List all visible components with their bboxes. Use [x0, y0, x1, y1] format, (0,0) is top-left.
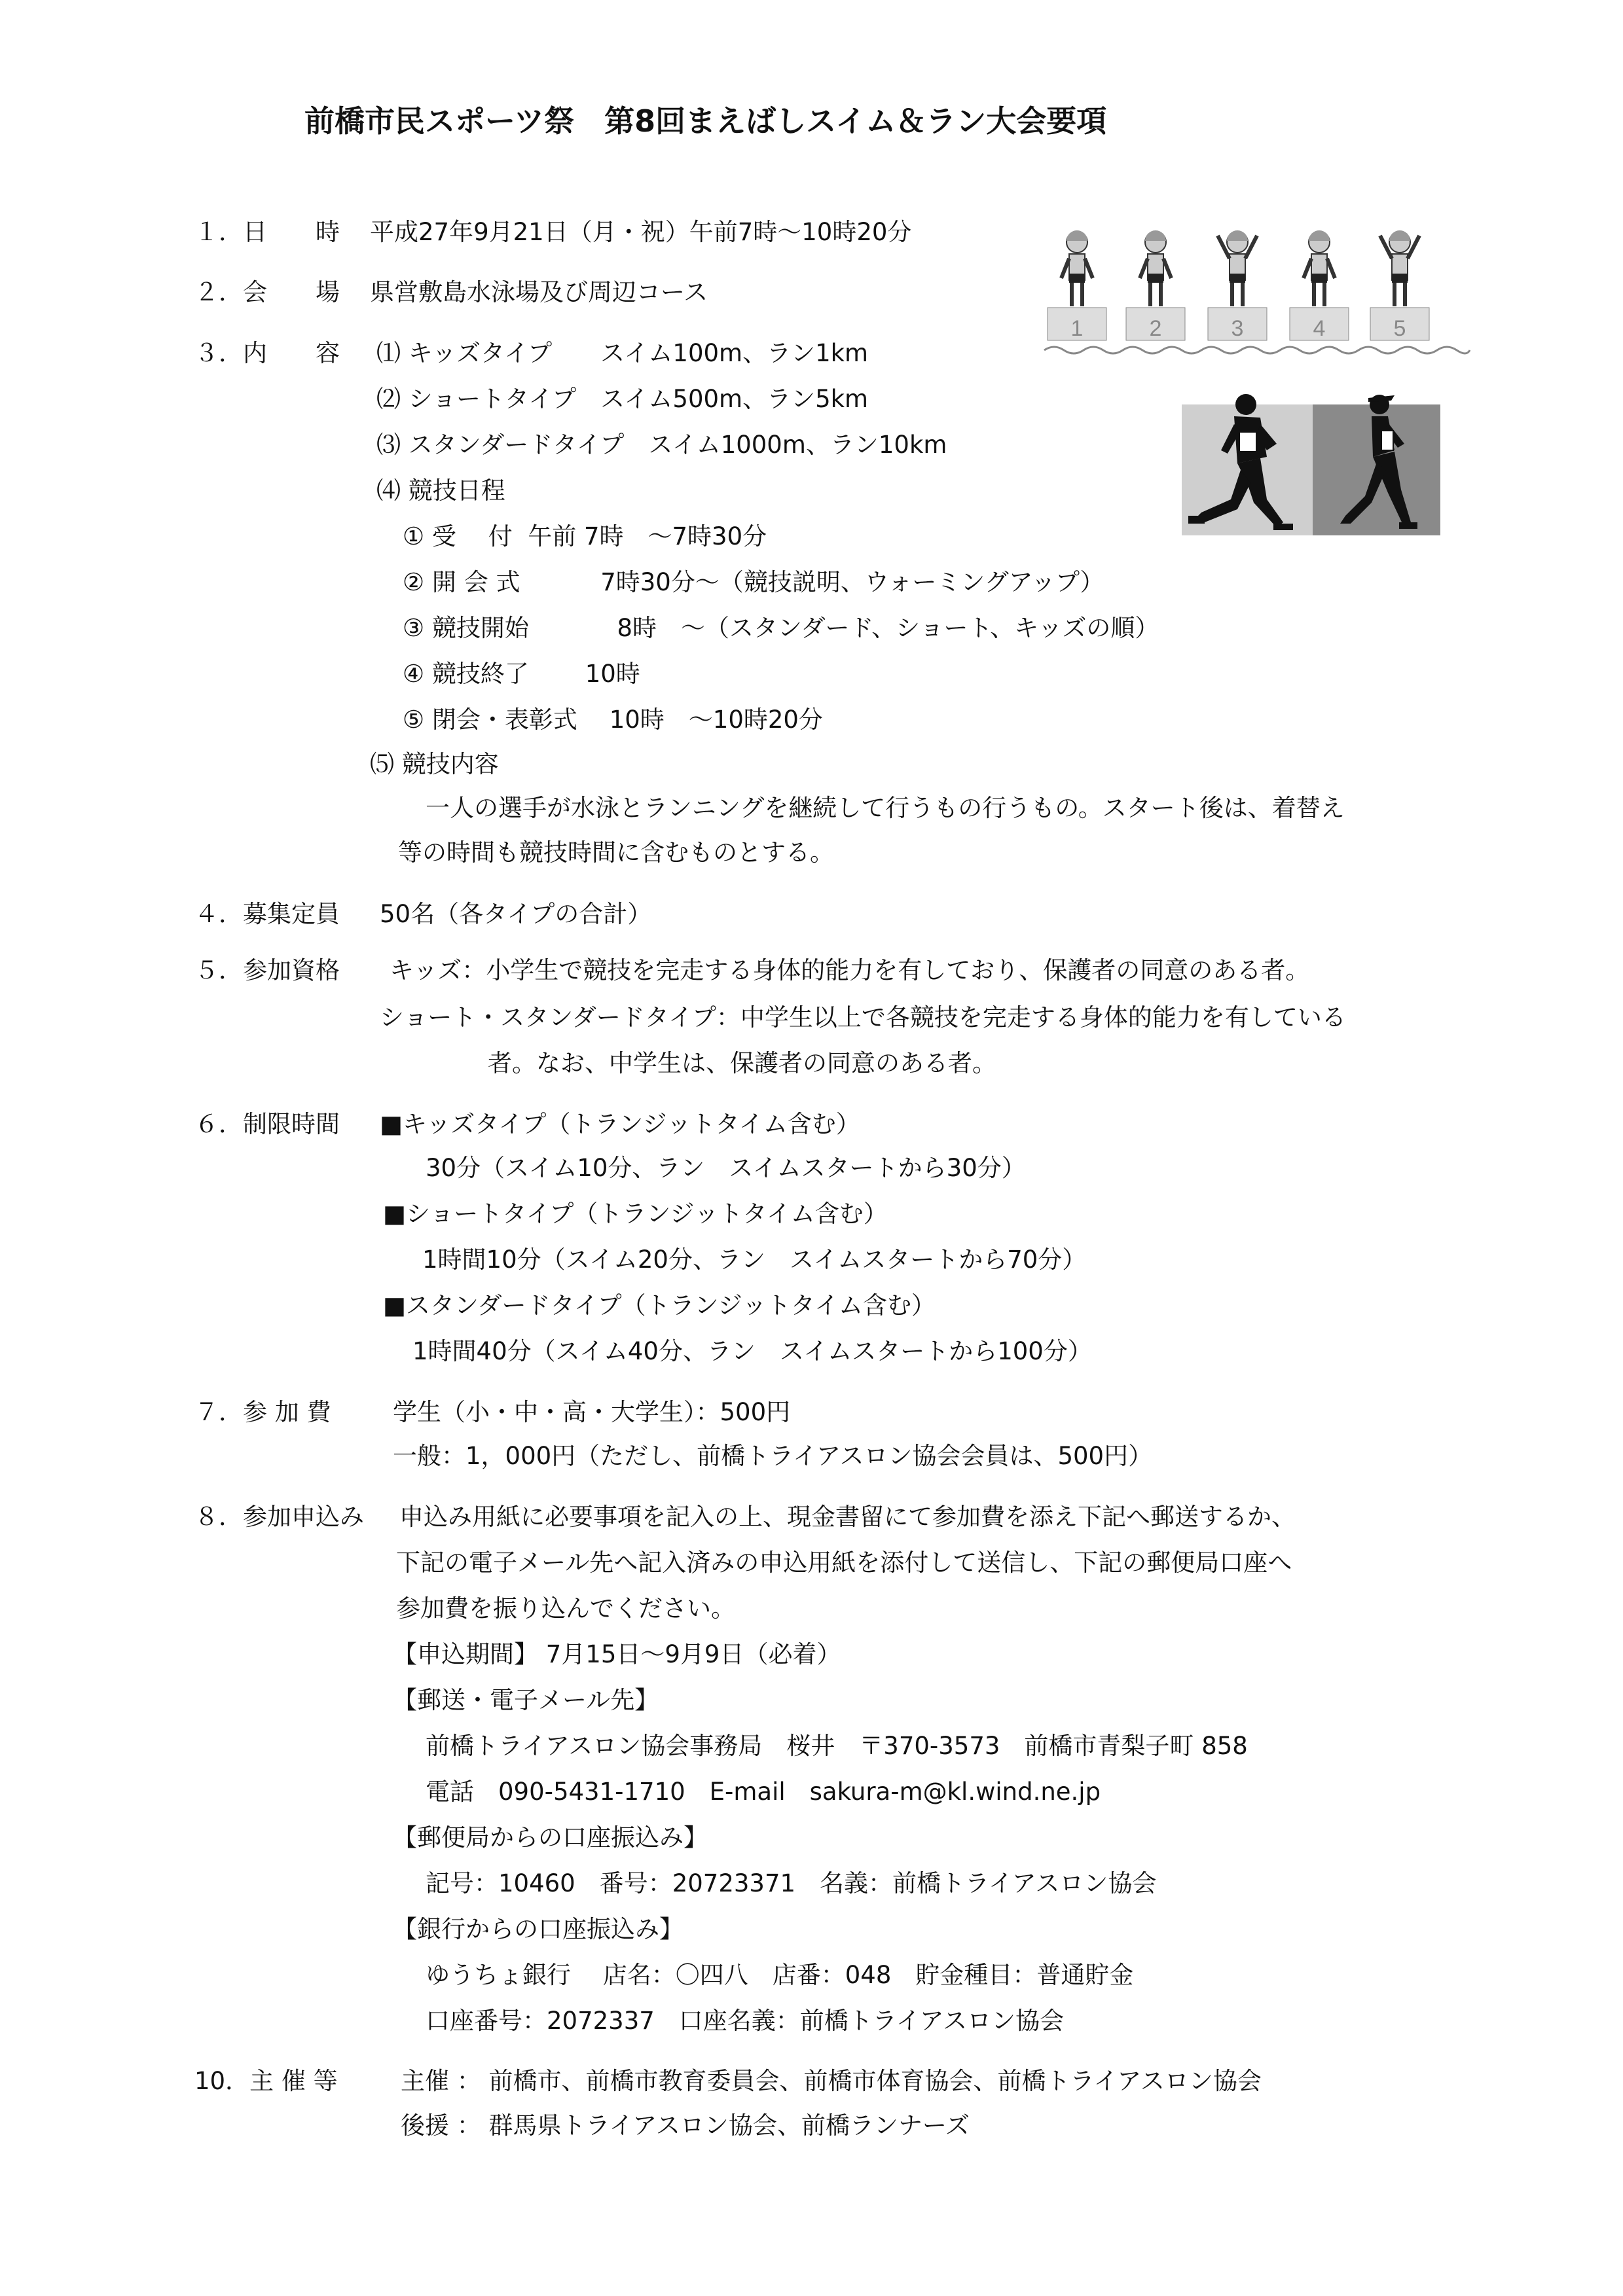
- sched-3: ③ 競技開始 8時 ～（スタンダード、ショート、キッズの順）: [403, 614, 1159, 642]
- limit-2-value: 1時間10分（スイム20分、ラン スイムスタートから70分）: [422, 1246, 1087, 1274]
- venue-value: 県営敷島水泳場及び周辺コース: [370, 278, 708, 306]
- apply-3: 参加費を振り込んでください。: [396, 1594, 735, 1623]
- apply-mail-head: 【郵送・電子メール先】: [393, 1686, 659, 1714]
- sched-4: ④ 競技終了 10時: [403, 660, 640, 688]
- sched-5: ⑤ 閉会・表彰式 10時 ～10時20分: [403, 706, 823, 734]
- kid-swimsuit: [1148, 274, 1163, 283]
- kid-cap: [1389, 230, 1410, 241]
- kid-legs: [1232, 283, 1243, 306]
- apply-label: ８．参加申込み: [194, 1503, 364, 1531]
- apply-bank-1: ゆうちょ銀行 店名：〇四八 店番：048 貯金種目：普通貯金: [426, 1961, 1134, 1989]
- eligibility-1: キッズ：小学生で競技を完走する身体的能力を有しており、保護者の同意のある者。: [390, 956, 1310, 984]
- eligibility-3: 者。なお、中学生は、保護者の同意のある者。: [488, 1049, 996, 1077]
- apply-period: 【申込期間】 7月15日～9月9日（必着）: [393, 1640, 841, 1668]
- apply-2: 下記の電子メール先へ記入済みの申込用紙を添付して送信し、下記の郵便局口座へ: [396, 1549, 1292, 1577]
- kid-legs: [1150, 283, 1161, 306]
- apply-post-1: 記号：10460 番号：20723371 名義：前橋トライアスロン協会: [426, 1869, 1157, 1897]
- date-label: １．日 時: [194, 218, 340, 246]
- capacity-value: 50名（各タイプの合計）: [380, 900, 652, 928]
- eligibility-2: ショート・スタンダードタイプ：中学生以上で各競技を完走する身体的能力を有している: [380, 1003, 1346, 1031]
- limit-3-value: 1時間40分（スイム40分、ラン スイムスタートから100分）: [412, 1337, 1092, 1365]
- content-1: ⑴ キッズタイプ スイム100m、ラン1km: [376, 339, 869, 367]
- fee-2: 一般：1，000円（ただし、前橋トライアスロン協会会員は、500円）: [393, 1442, 1153, 1470]
- apply-mail-2: 電話 090-5431-1710 E-mail sakura-m@kl.wind.ne.jp: [426, 1778, 1101, 1806]
- fee-label: ７．参 加 費: [194, 1398, 331, 1426]
- content-3: ⑶ スタンダードタイプ スイム1000m、ラン10km: [376, 431, 947, 459]
- eligibility-label: ５．参加資格: [194, 956, 340, 984]
- content-2: ⑵ ショートタイプ スイム500m、ラン5km: [376, 385, 869, 413]
- kid-legs: [1395, 283, 1405, 306]
- limit-1: ■キッズタイプ（トランジットタイム含む）: [380, 1110, 860, 1138]
- sched-1: ① 受 付 午前 7時 ～7時30分: [403, 522, 767, 550]
- content-5: ⑸ 競技内容: [370, 750, 499, 778]
- podium-number: 5: [1393, 316, 1406, 341]
- kid-cap: [1227, 230, 1248, 241]
- organizer-1: 主催 ： 前橋市、前橋市教育委員会、前橋市体育協会、前橋トライアスロン協会: [401, 2067, 1262, 2095]
- organizer-2: 後援 ： 群馬県トライアスロン協会、前橋ランナーズ: [401, 2111, 970, 2140]
- limit-3: ■スタンダードタイプ（トランジットタイム含む）: [383, 1291, 936, 1319]
- limit-label: ６．制限時間: [194, 1110, 340, 1138]
- runners-icon: [1169, 385, 1444, 562]
- kids-swimmers-podium-icon: [1041, 223, 1473, 360]
- document-title: 前橋市民スポーツ祭 第8回まえばしスイム＆ラン大会要項: [304, 103, 1107, 139]
- content-5-desc-2: 等の時間も競技時間に含むものとする。: [398, 838, 834, 867]
- apply-bank-head: 【銀行からの口座振込み】: [393, 1915, 684, 1943]
- sched-2: ② 開 会 式 7時30分～（競技説明、ウォーミングアップ）: [403, 568, 1104, 596]
- kid-swimsuit: [1311, 274, 1327, 283]
- content-label: ３．内 容: [194, 339, 340, 367]
- limit-2: ■ショートタイプ（トランジットタイム含む）: [383, 1200, 888, 1228]
- organizer-label: 10．主 催 等: [194, 2067, 338, 2095]
- kid-swimsuit: [1392, 274, 1408, 283]
- apply-bank-2: 口座番号：2072337 口座名義：前橋トライアスロン協会: [426, 2007, 1065, 2035]
- content-4: ⑷ 競技日程: [376, 476, 505, 505]
- kid-cap: [1145, 230, 1166, 241]
- capacity-label: ４．募集定員: [194, 900, 340, 928]
- podium-number: 3: [1231, 316, 1244, 341]
- apply-post-head: 【郵便局からの口座振込み】: [393, 1823, 708, 1852]
- content-5-desc-1: 一人の選手が水泳とランニングを継続して行うもの行うもの。スタート後は、着替え: [426, 794, 1345, 822]
- apply-mail-1: 前橋トライアスロン協会事務局 桜井 〒370-3573 前橋市青梨子町 858: [426, 1732, 1248, 1760]
- kid-legs: [1072, 283, 1082, 306]
- venue-label: ２．会 場: [194, 278, 340, 306]
- podium-number: 2: [1149, 316, 1162, 341]
- apply-1: 申込み用紙に必要事項を記入の上、現金書留にて参加費を添え下記へ郵送するか、: [399, 1503, 1296, 1531]
- fee-1: 学生（小・中・高・大学生）：500円: [393, 1398, 791, 1426]
- kid-legs: [1314, 283, 1324, 306]
- kid-swimsuit: [1230, 274, 1245, 283]
- date-value: 平成27年9月21日（月・祝）午前7時～10時20分: [370, 218, 912, 246]
- podium-number: 1: [1070, 316, 1084, 341]
- kid-cap: [1309, 230, 1330, 241]
- podium-number: 4: [1313, 316, 1326, 341]
- kid-swimsuit: [1069, 274, 1085, 283]
- limit-1-value: 30分（スイム10分、ラン スイムスタートから30分）: [426, 1154, 1026, 1182]
- kid-cap: [1067, 230, 1087, 241]
